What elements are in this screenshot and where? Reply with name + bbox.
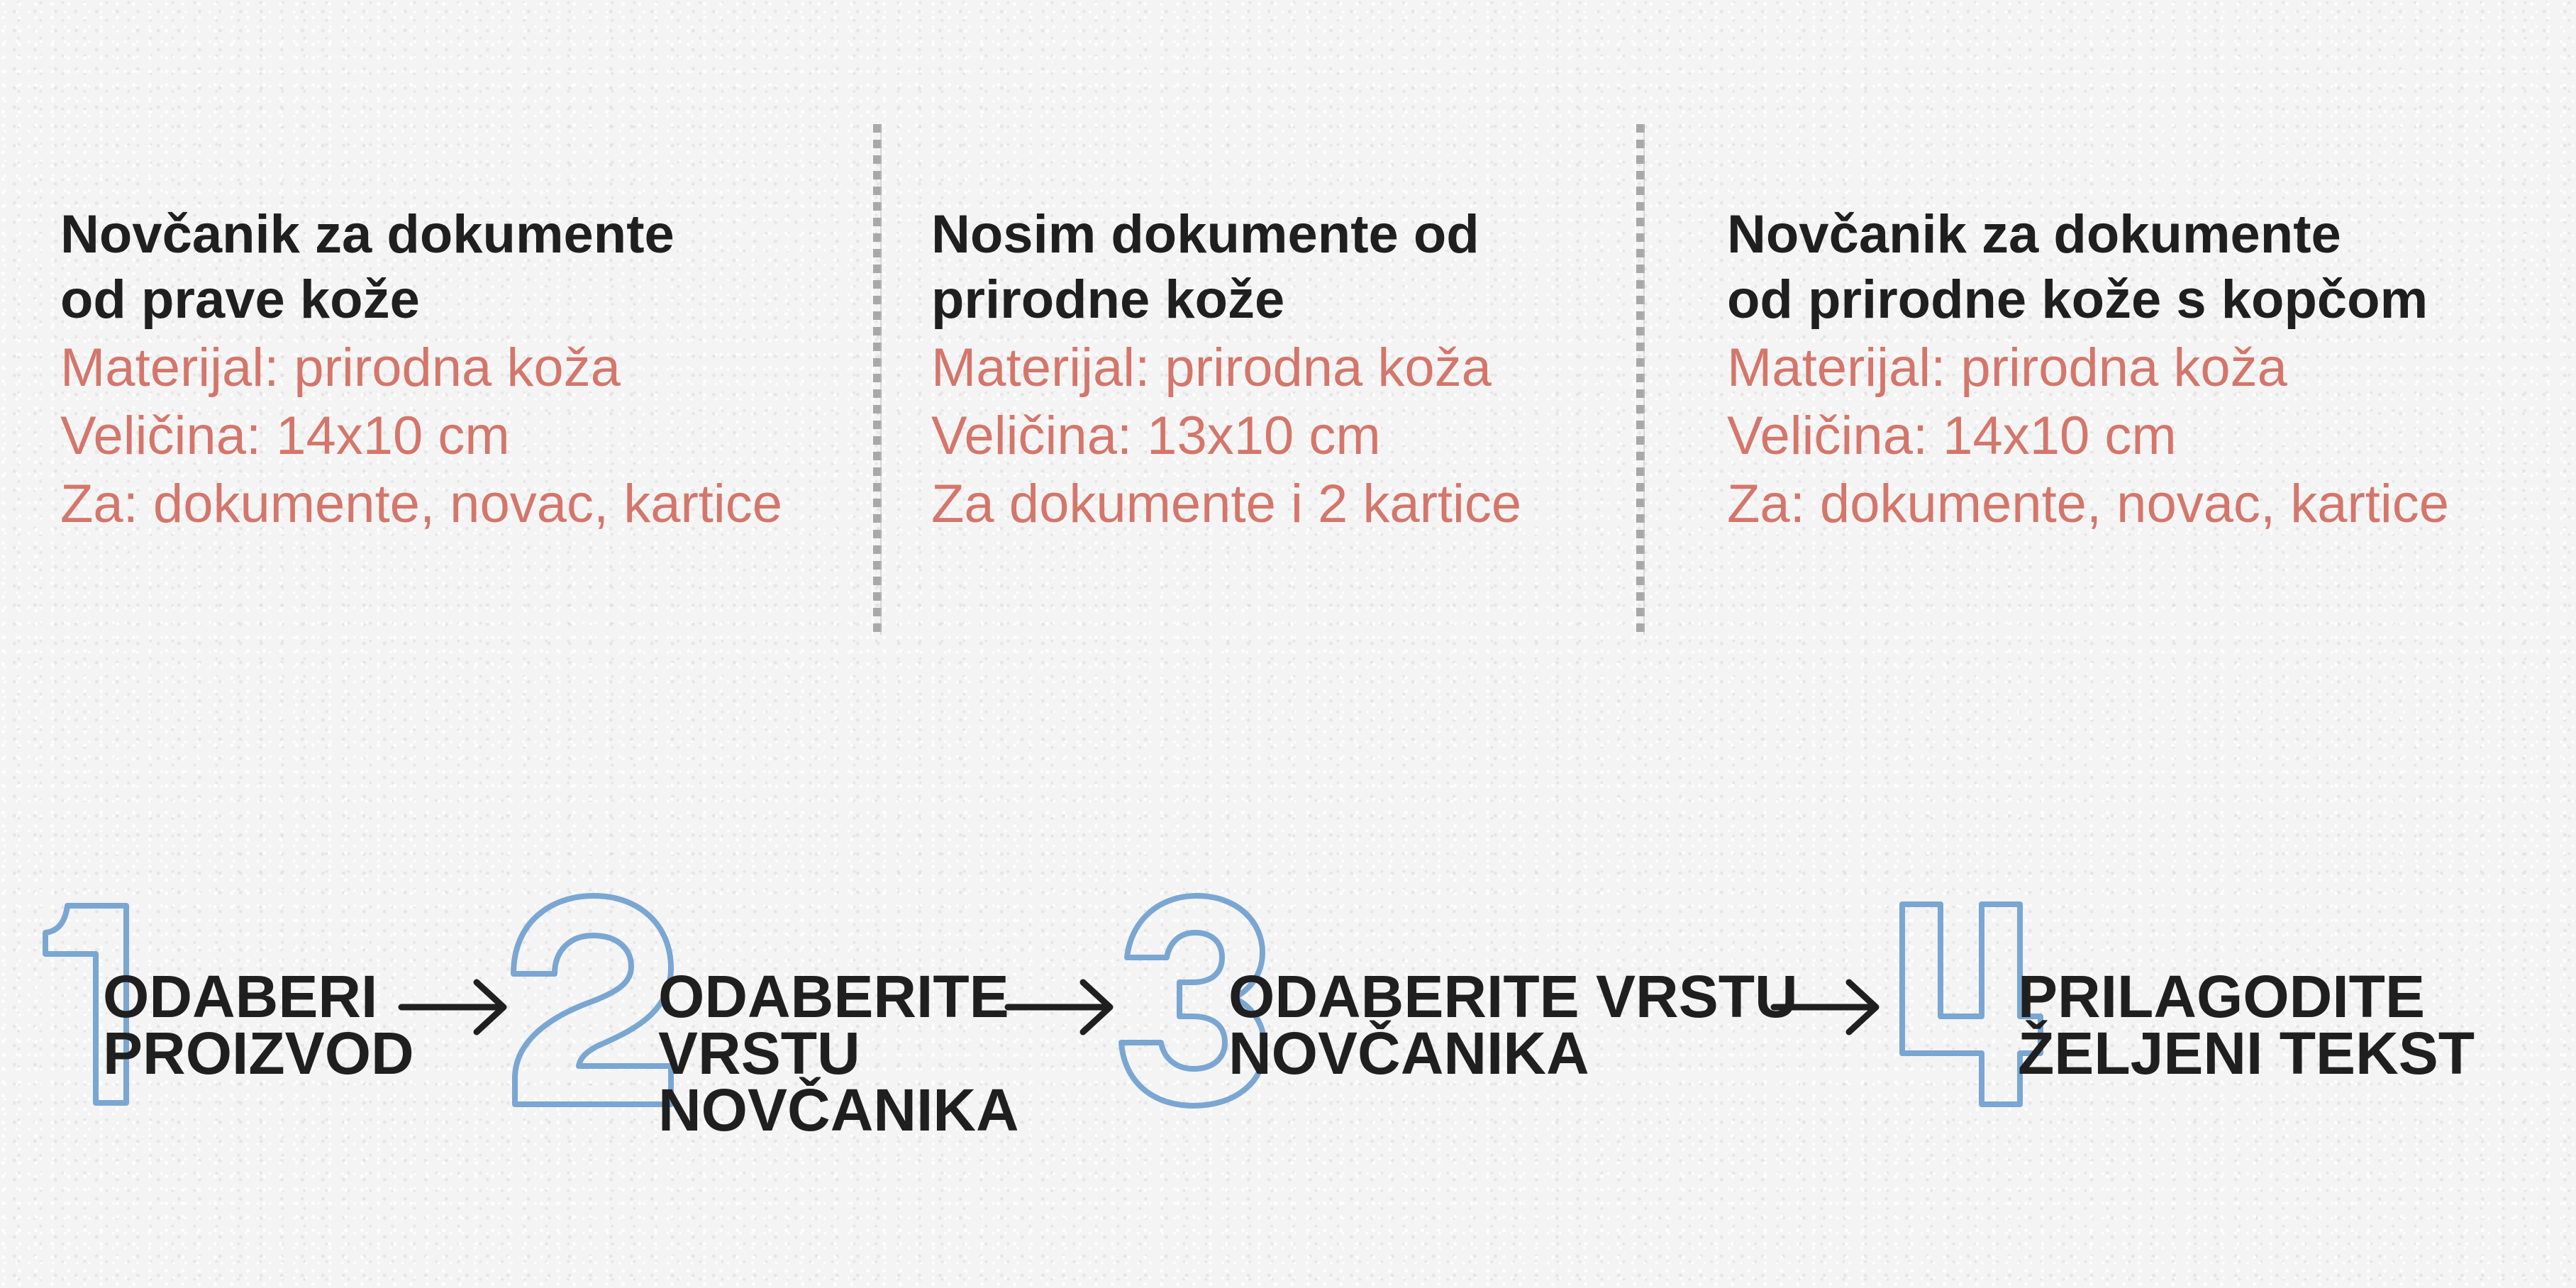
step-label-1: ODABERI PROIZVOD <box>103 963 414 1087</box>
product-title <box>60 202 782 333</box>
product-card-1 <box>60 202 782 538</box>
stitching-divider <box>872 124 882 635</box>
ordering-steps <box>0 879 2576 1149</box>
product-card-2 <box>931 202 1521 538</box>
product-title <box>1727 202 2449 333</box>
product-title-line-2: prirodne kože <box>931 270 1285 330</box>
step-label-4: PRILAGODITE ŽELJENI TEKST <box>2018 963 2475 1087</box>
product-card-3 <box>1727 202 2449 538</box>
product-use: Za dokumente i 2 kartice <box>931 474 1522 534</box>
right-arrow-icon <box>397 975 511 1039</box>
product-material: Materijal: prirodna koža <box>60 338 621 398</box>
right-arrow-icon <box>1770 975 1883 1039</box>
product-size: Veličina: 14x10 cm <box>60 406 510 466</box>
step-number-2-icon <box>505 890 679 1110</box>
stitching-divider <box>1635 124 1645 635</box>
product-title-line-2: od prave kože <box>60 270 420 330</box>
product-title-line-2: od prirodne kože s kopčom <box>1727 270 2428 330</box>
product-material: Materijal: prirodna koža <box>931 338 1492 398</box>
product-use: Za: dokumente, novac, kartice <box>1727 474 2450 534</box>
right-arrow-icon <box>1004 975 1117 1039</box>
product-material: Materijal: prirodna koža <box>1727 338 2287 398</box>
product-title-line-1: Novčanik za dokumente <box>60 204 674 265</box>
product-title <box>931 202 1521 333</box>
product-use: Za: dokumente, novac, kartice <box>60 474 783 534</box>
product-title-line-1: Nosim dokumente od <box>931 204 1479 265</box>
product-size: Veličina: 13x10 cm <box>931 406 1381 466</box>
product-size: Veličina: 14x10 cm <box>1727 406 2177 466</box>
product-title-line-1: Novčanik za dokumente <box>1727 204 2341 265</box>
step-label-3: ODABERITE VRSTU NOVČANIKA <box>1228 963 1798 1087</box>
step-label-2: ODABERITE VRSTU NOVČANIKA <box>658 963 1019 1143</box>
